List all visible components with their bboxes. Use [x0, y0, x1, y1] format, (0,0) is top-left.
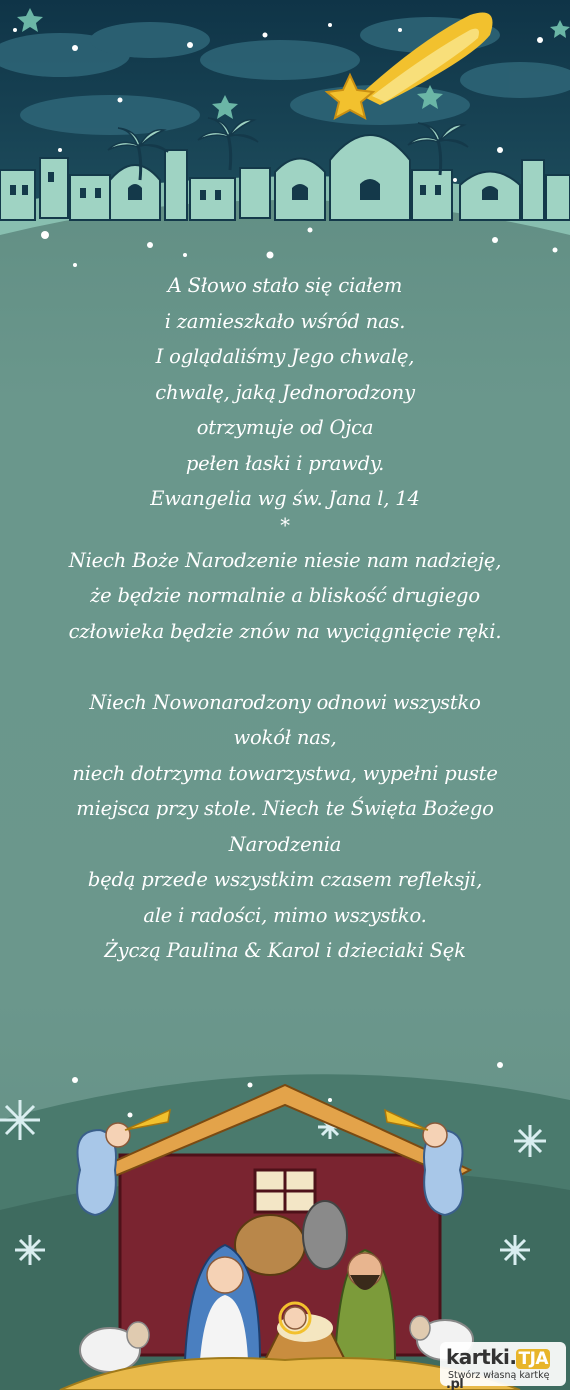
- greeting-line: wokół nas,: [233, 726, 337, 749]
- greeting-line: Niech Boże Narodzenie niesie nam nadzieję,: [68, 548, 502, 572]
- greeting-text: [20, 268, 550, 969]
- nativity-scene-illustration: [0, 1060, 570, 1390]
- bethlehem-night-illustration: [0, 0, 570, 260]
- greeting-blank-line: [20, 649, 550, 685]
- greeting-line: miejsca przy stole. Niech te Święta Bożego: [76, 797, 494, 820]
- greeting-line: Niech Nowonarodzony odnowi wszystko: [89, 690, 481, 714]
- greeting-line: otrzymuje od Ojca: [196, 416, 374, 439]
- greeting-line: Życzą Paulina & Karol i dzieciaki Sęk: [104, 939, 466, 962]
- greeting-line: I oglądaliśmy Jego chwalę,: [155, 345, 415, 368]
- greeting-line: że będzie normalnie a bliskość drugiego: [90, 584, 480, 607]
- greeting-line: niech dotrzyma towarzystwa, wypełni puste: [72, 761, 498, 785]
- logo-tagline: Stwórz własną kartkę: [448, 1370, 550, 1381]
- greeting-separator: *: [280, 513, 290, 537]
- greeting-line: i zamieszkało wśród nas.: [164, 309, 406, 333]
- kartki-tja-logo[interactable]: [440, 1342, 566, 1390]
- logo-wordmark: kartki. TJA.pl: [446, 1345, 549, 1390]
- greeting-line: będą przede wszystkim czasem refleksji,: [87, 868, 483, 891]
- greeting-line: chwalę, jaką Jednorodzony: [155, 380, 415, 404]
- greeting-line: pełen łaski i prawdy.: [185, 451, 385, 475]
- greeting-line: A Słowo stało się ciałem: [167, 274, 403, 297]
- greeting-line: Narodzenia: [228, 832, 342, 856]
- greeting-line: człowieka będzie znów na wyciągnięcie ręki.: [68, 619, 502, 643]
- greeting-line: ale i radości, mimo wszystko.: [143, 903, 427, 927]
- greeting-line: Ewangelia wg św. Jana l, 14: [150, 487, 420, 510]
